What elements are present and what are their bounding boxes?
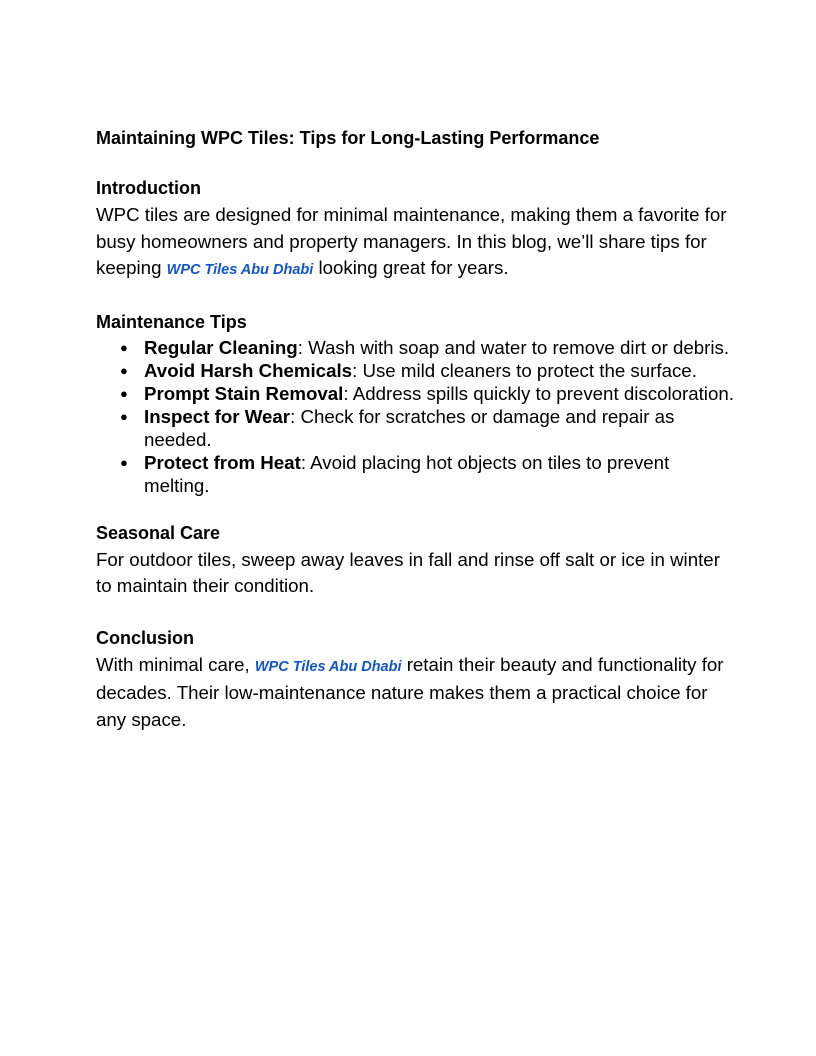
conclusion-paragraph [96, 652, 736, 734]
tip-text: : Wash with soap and water to remove dirt or debris. [297, 336, 730, 358]
list-item [96, 451, 736, 497]
list-item [96, 359, 736, 382]
bullet-icon: ● [120, 385, 128, 401]
seasonal-paragraph: For outdoor tiles, sweep away leaves in fall and rinse off salt or ice in winter to maintain their condition. [96, 548, 720, 596]
conclusion-text-before: With minimal care, [96, 653, 255, 675]
document-page [96, 124, 736, 733]
tip-label: Prompt Stain Removal [144, 382, 344, 404]
conclusion-text-after: retain their beauty and functionality for decades. Their low-maintenance nature makes them a practical choice for any space. [96, 653, 724, 730]
intro-heading: Introduction [96, 178, 201, 198]
list-item [96, 405, 736, 451]
bullet-icon: ● [120, 408, 128, 424]
tip-text: : Avoid placing hot objects on tiles to prevent melting. [144, 451, 670, 496]
list-item [96, 336, 736, 359]
conclusion-link[interactable]: WPC Tiles Abu Dhabi [254, 658, 402, 675]
tips-list [96, 336, 736, 497]
tip-text: : Check for scratches or damage and repair as needed. [144, 405, 675, 450]
tips-heading: Maintenance Tips [96, 311, 247, 332]
bullet-icon: ● [120, 362, 128, 378]
list-item [96, 382, 736, 405]
intro-paragraph [96, 202, 736, 284]
tip-label: Protect from Heat [144, 451, 301, 473]
tip-label: Avoid Harsh Chemicals [144, 359, 353, 381]
conclusion-heading: Conclusion [96, 627, 194, 648]
intro-link[interactable]: WPC Tiles Abu Dhabi [166, 262, 314, 278]
tip-text: : Use mild cleaners to protect the surface. [352, 359, 697, 381]
tip-label: Inspect for Wear [144, 405, 291, 427]
tip-text: : Address spills quickly to prevent discoloration. [343, 382, 734, 404]
bullet-icon: ● [120, 454, 128, 470]
document-title: Maintaining WPC Tiles: Tips for Long-Lasting Performance [96, 128, 600, 148]
intro-text-after: looking great for years. [313, 257, 509, 278]
intro-text-before: WPC tiles are designed for minimal maintenance, making them a favorite for busy homeowners and property managers. In this blog, we’ll share tips for keeping [96, 204, 727, 278]
bullet-icon: ● [120, 339, 128, 355]
seasonal-heading: Seasonal Care [96, 522, 221, 543]
tip-label: Regular Cleaning [144, 336, 298, 358]
